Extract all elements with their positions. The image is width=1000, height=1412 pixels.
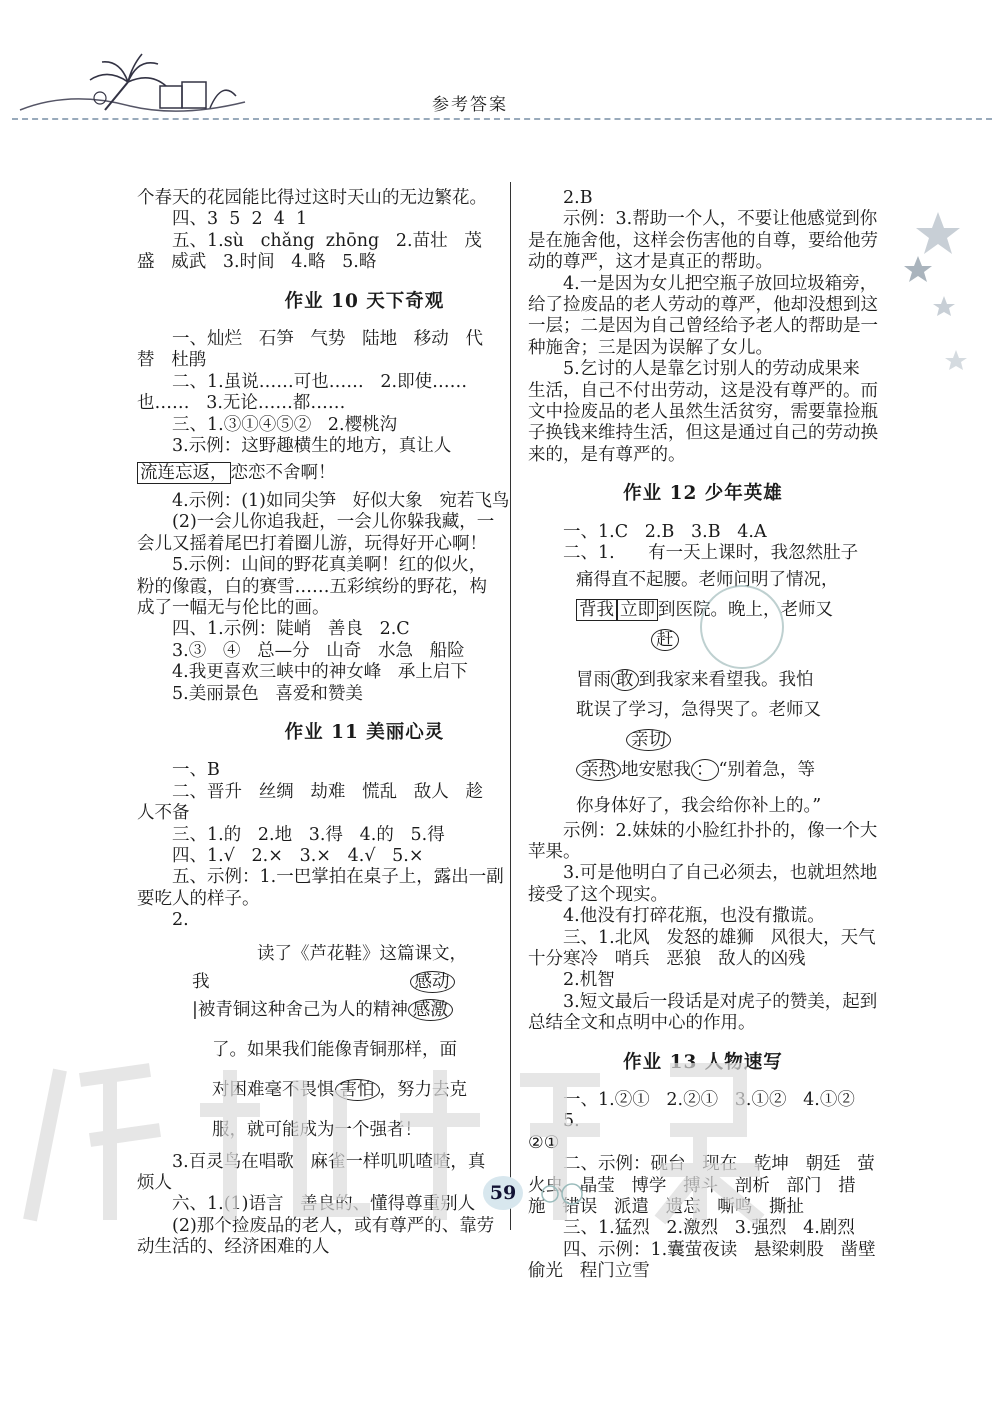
essay-line: 了。如果我们能像青铜那样，面	[212, 1039, 457, 1060]
text-line: 人不备	[137, 803, 190, 824]
text-line: 苹果。	[528, 841, 581, 862]
text-line	[576, 665, 878, 695]
text-line: 3.短文最后一段话是对虎子的赞美，起到	[563, 991, 878, 1012]
text-line: 十分寒冷 哨兵 恶狼 敌人的凶残	[528, 948, 806, 969]
text-line: 痛得直不起腰。老师问明了情况，	[576, 569, 839, 590]
text-line: 施 错误 派遣 遗忘 嘶鸣 撕扯	[528, 1197, 804, 1217]
text-line: 五、示例：1.一巴掌拍在桌子上，露出一副	[172, 867, 504, 888]
text-line: 会儿又摇着尾巴打着圈儿游，玩得好开心啊！	[137, 533, 487, 554]
text-line: 一、1.C 2.B 3.B 4.A	[563, 521, 767, 542]
essay-text: 被青铜这种舍己为人的精神	[197, 999, 408, 1020]
text-line: 示例：3.帮助一个人，不要让他感觉到你	[563, 209, 878, 230]
text-line: 恋恋不舍啊！	[230, 463, 336, 484]
circled-word: 感激	[408, 999, 453, 1021]
corrected-paragraph	[528, 565, 878, 821]
text-line: 也…… 3.无论……都……	[137, 393, 346, 414]
text-line: 二、1.虽说……可也…… 2.即使……	[172, 371, 468, 392]
text-line: 动的尊严，这才是真正的帮助。	[528, 252, 773, 273]
text-line: 烦人	[137, 1173, 172, 1193]
text-line: 到我家来看望我。我怕	[638, 669, 814, 690]
text-line: 2.	[172, 910, 189, 931]
text-line: 一层；二是因为自己曾经给予老人的帮助是一	[528, 316, 878, 337]
text-line: 3.百灵鸟在唱歌 麻雀一样叽叽喳喳，真	[172, 1151, 486, 1172]
text-line: 示例：2.妹妹的小脸红扑扑的，像一个大	[563, 820, 878, 841]
text-line: 四、示例：1.囊萤夜读 悬梁刺股 凿壁	[563, 1239, 876, 1260]
text-line: 文中捡废品的老人虽然生活贫穷，需要靠捡瓶	[528, 402, 878, 423]
text-line: 耽误了学习，急得哭了。老师又	[576, 699, 821, 720]
text-line: (2)那个捡废品的老人，或有尊严的、靠劳	[172, 1215, 495, 1236]
circled-word: 亲热	[576, 759, 621, 781]
boxed-phrase: 流连忘返，	[137, 462, 231, 484]
text-line: 2.机智	[563, 970, 615, 991]
text-line: 5.乞讨的人是靠乞讨别人的劳动成果来	[563, 359, 860, 380]
text-line: 4.我更喜欢三峡中的神女峰 承上启下	[172, 662, 468, 683]
text-line	[137, 463, 592, 484]
text-line: 你身体好了，我会给你补上的。”	[576, 795, 822, 816]
text-line: 种施舍；三是因为误解了女儿。	[528, 337, 773, 358]
text-line: 5.示例：山间的野花真美啊！红的似火，	[172, 555, 487, 576]
essay-line: 读了《芦花鞋》这篇课文，	[257, 943, 467, 964]
page-title: 参考答案	[432, 95, 508, 115]
text-line: 给了捡废品的老人劳动的尊严，他却没想到这	[528, 295, 878, 316]
text-line: 动生活的、经济困难的人	[137, 1237, 330, 1258]
text-line: 一、B	[172, 760, 220, 781]
text-line: 生活，自己不付出劳动，这是没有尊严的。而	[528, 380, 878, 401]
text-line: 六、1.(1)语言 善良的、懂得尊重别人	[172, 1194, 476, 1215]
text-line: 粉的像霞，白的赛雪……五彩缤纷的野花，构	[137, 576, 487, 597]
circled-word: 赶	[651, 629, 679, 651]
text-line: (2)一会儿你追我赶，一会儿你躲我藏，一	[172, 512, 495, 533]
section-title-10: 作业 10 天下奇观	[284, 290, 445, 312]
text-line: 一、灿烂 石笋 气势 陆地 移动 代	[172, 329, 483, 350]
text-line: 四、1.示例：陡峭 善良 2.C	[172, 619, 410, 640]
text-line: 3.示例：这野趣横生的地方，真让人	[172, 436, 452, 457]
palm-tree-book-icon	[10, 40, 250, 120]
text-line: 三、1.③①④⑤② 2.樱桃沟	[172, 414, 398, 435]
text-line: 4.一是因为女儿把空瓶子放回垃圾箱旁，	[563, 273, 878, 294]
text-line: 四、3 5 2 4 1	[172, 209, 308, 230]
text-line: 地安慰我	[621, 759, 691, 780]
text-line: 个春天的花园能比得过这时天山的无边繁花。	[137, 188, 487, 208]
text-line: 三、1.的 2.地 3.得 4.的 5.得	[172, 824, 445, 845]
text-line	[576, 725, 878, 755]
page-header	[0, 0, 1000, 140]
text-line: 二、示例：砚台 现在 乾坤 朝廷 萤	[563, 1154, 875, 1175]
circled-word: 害怕	[335, 1079, 380, 1101]
essay-line: 服，就可能成为一个强者！	[212, 1119, 422, 1140]
text-line: 五、1.sù chǎng zhōng 2.苗壮 茂	[172, 230, 482, 251]
text-line: 二、晋升 丝绸 劫难 慌乱 敌人 趁	[172, 781, 483, 802]
text-line: 二、1. 有一天上课时，我忽然肚子	[563, 543, 859, 564]
text-line: 盛 威武 3.时间 4.略 5.略	[137, 252, 377, 273]
essay-line: |被青铜这种舍己为人的精神 感激	[192, 994, 592, 1026]
text-line: 子换钱来维持生活，但这是通过自己的劳动换	[528, 423, 878, 444]
section-title-13: 作业 13 人物速写	[623, 1051, 783, 1073]
text-line: 替 杜鹃	[137, 350, 207, 371]
text-line: 成了一幅无与伦比的画。	[137, 597, 330, 618]
text-line: 3.可是他明白了自己必须去，也就坦然地	[563, 863, 878, 884]
circled-word: 敢	[611, 669, 639, 691]
essay-text: 对困难毫不畏惧	[212, 1079, 335, 1100]
text-line: 4.他没有打碎花瓶，也没有撒谎。	[563, 906, 825, 927]
text-line: 三、1.猛烈 2.激烈 3.强烈 4.剧烈	[563, 1218, 855, 1239]
text-line: 4.示例：(1)如同尖笋 好似大象 宛若飞鸟	[172, 490, 510, 511]
text-line: 偷光 程门立雪	[528, 1261, 650, 1282]
inserted-word: 我	[192, 971, 210, 992]
circled-word: 亲切	[626, 729, 671, 751]
essay-text: ，努力去克	[379, 1079, 467, 1100]
header-divider	[12, 118, 992, 120]
text-line: 是在施舍他，这样会伤害他的自尊，要给他劳	[528, 230, 878, 251]
text-line: ②①	[528, 1132, 560, 1153]
boxed-word: 立即	[617, 599, 658, 621]
text-line: 要吃人的样子。	[137, 888, 260, 909]
circled-mark: ：	[691, 759, 719, 781]
text-line: 3.③ ④ 总—分 山奇 水急 船险	[172, 640, 465, 661]
text-line: “别着急，等	[718, 759, 815, 780]
section-title-12: 作业 12 少年英雄	[623, 483, 783, 505]
text-line: 到医院。晚上，老师又	[658, 599, 833, 620]
text-line: 来的，是有尊严的。	[528, 444, 686, 465]
text-line: 5.美丽景色 喜爱和赞美	[172, 683, 363, 704]
text-line: 冒雨	[576, 669, 611, 690]
stars-decoration-icon	[898, 200, 978, 390]
text-line: 总结全文和点明中心的作用。	[528, 1013, 756, 1034]
text-line: 火虫 晶莹 博学 搏斗 剖析 部门 措	[528, 1175, 856, 1196]
text-line: 2.B	[563, 188, 593, 208]
text-line: 三、1.北风 发怒的雄狮 风很大，天气	[563, 927, 876, 948]
text-line: 一、1.②① 2.②① 3.①② 4.①② 5.	[563, 1089, 872, 1132]
circled-word: 感动	[410, 971, 455, 993]
text-line: 接受了这个现实。	[528, 884, 668, 905]
section-title-11: 作业 11 美丽心灵	[284, 721, 445, 743]
boxed-word: 背我	[576, 599, 617, 621]
stamp-seal-icon	[700, 585, 784, 669]
text-line: 四、1.√ 2.× 3.× 4.√ 5.×	[172, 845, 424, 866]
page-number: 59	[483, 1176, 523, 1210]
text-line	[576, 755, 878, 785]
